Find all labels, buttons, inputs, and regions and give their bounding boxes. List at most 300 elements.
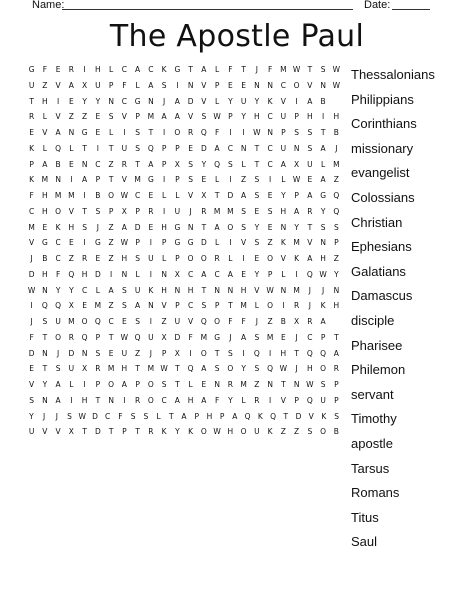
grid-letter[interactable]: P xyxy=(108,206,114,216)
grid-letter[interactable]: Y xyxy=(241,364,246,374)
grid-letter[interactable]: S xyxy=(254,238,260,248)
grid-letter[interactable]: S xyxy=(334,411,339,421)
grid-letter[interactable]: F xyxy=(29,191,34,200)
grid-letter[interactable]: C xyxy=(307,332,313,342)
grid-letter[interactable]: S xyxy=(320,222,326,232)
grid-letter[interactable]: N xyxy=(108,96,114,106)
grid-letter[interactable]: W xyxy=(27,285,36,295)
grid-letter[interactable]: I xyxy=(123,128,126,137)
grid-letter[interactable]: C xyxy=(148,65,154,74)
grid-letter[interactable]: G xyxy=(28,65,35,74)
grid-letter[interactable]: M xyxy=(134,175,141,185)
grid-letter[interactable]: L xyxy=(215,96,220,106)
grid-letter[interactable]: Y xyxy=(228,96,233,106)
grid-letter[interactable]: Q xyxy=(253,348,260,358)
grid-letter[interactable]: G xyxy=(81,128,88,137)
grid-letter[interactable]: E xyxy=(241,80,246,90)
grid-letter[interactable]: I xyxy=(242,348,245,358)
grid-letter[interactable]: Y xyxy=(201,159,207,169)
grid-letter[interactable]: K xyxy=(320,301,326,311)
grid-letter[interactable]: I xyxy=(83,191,86,200)
grid-letter[interactable]: O xyxy=(147,395,154,405)
grid-letter[interactable]: H xyxy=(307,112,313,122)
grid-letter[interactable]: L xyxy=(162,254,167,263)
grid-letter[interactable]: Y xyxy=(95,96,101,106)
grid-letter[interactable]: S xyxy=(121,301,127,311)
grid-letter[interactable]: S xyxy=(307,128,313,137)
grid-letter[interactable]: T xyxy=(254,143,260,153)
grid-letter[interactable]: S xyxy=(188,175,193,185)
grid-letter[interactable]: C xyxy=(108,317,114,326)
grid-letter[interactable]: T xyxy=(214,348,220,358)
grid-letter[interactable]: S xyxy=(294,128,299,137)
grid-letter[interactable]: T xyxy=(320,128,326,137)
grid-letter[interactable]: Y xyxy=(69,285,74,295)
grid-letter[interactable]: C xyxy=(29,206,35,216)
grid-letter[interactable]: Y xyxy=(55,285,61,295)
grid-letter[interactable]: U xyxy=(28,80,35,90)
grid-letter[interactable]: J xyxy=(229,332,232,342)
grid-letter[interactable]: A xyxy=(201,269,207,279)
grid-letter[interactable]: N xyxy=(240,143,247,153)
grid-letter[interactable]: R xyxy=(294,301,300,311)
grid-letter[interactable]: P xyxy=(161,238,167,248)
grid-letter[interactable]: P xyxy=(95,380,101,389)
grid-letter[interactable]: W xyxy=(319,269,327,279)
grid-letter[interactable]: Q xyxy=(94,317,101,326)
grid-letter[interactable]: A xyxy=(227,269,233,279)
grid-letter[interactable]: N xyxy=(42,348,48,358)
grid-letter[interactable]: P xyxy=(122,427,127,437)
grid-letter[interactable]: I xyxy=(322,112,325,122)
grid-letter[interactable]: A xyxy=(121,380,127,389)
grid-letter[interactable]: E xyxy=(95,254,101,263)
grid-letter[interactable]: U xyxy=(68,364,75,374)
grid-letter[interactable]: U xyxy=(174,317,181,326)
grid-letter[interactable]: T xyxy=(82,206,87,216)
name-field-line[interactable] xyxy=(62,9,353,10)
grid-letter[interactable]: L xyxy=(241,395,246,405)
grid-letter[interactable]: G xyxy=(94,238,101,248)
grid-letter[interactable]: Z xyxy=(108,159,114,169)
grid-letter[interactable]: L xyxy=(69,380,74,389)
grid-letter[interactable]: K xyxy=(161,427,167,437)
grid-letter[interactable]: N xyxy=(267,128,273,137)
grid-letter[interactable]: I xyxy=(229,128,232,137)
grid-letter[interactable]: J xyxy=(308,285,311,295)
grid-letter[interactable]: Z xyxy=(333,175,339,185)
grid-letter[interactable]: Q xyxy=(333,191,340,200)
grid-letter[interactable]: Q xyxy=(306,348,313,358)
grid-letter[interactable]: W xyxy=(292,65,301,74)
grid-letter[interactable]: K xyxy=(267,96,273,106)
grid-letter[interactable]: E xyxy=(29,128,34,137)
grid-letter[interactable]: H xyxy=(320,254,326,263)
grid-letter[interactable]: M xyxy=(266,332,274,342)
grid-letter[interactable]: J xyxy=(30,254,33,263)
grid-letter[interactable]: F xyxy=(214,128,220,137)
grid-letter[interactable]: U xyxy=(28,427,35,437)
grid-letter[interactable]: V xyxy=(188,191,194,200)
grid-letter[interactable]: P xyxy=(161,143,167,153)
date-field-line[interactable] xyxy=(392,9,430,10)
grid-letter[interactable]: C xyxy=(135,191,141,200)
grid-letter[interactable]: C xyxy=(227,143,233,153)
grid-letter[interactable]: S xyxy=(188,159,193,169)
grid-letter[interactable]: R xyxy=(148,427,154,437)
grid-letter[interactable]: T xyxy=(254,159,260,169)
grid-letter[interactable]: A xyxy=(108,285,114,295)
grid-letter[interactable]: T xyxy=(188,65,193,74)
grid-letter[interactable]: S xyxy=(55,364,61,374)
grid-letter[interactable]: J xyxy=(30,317,33,326)
grid-letter[interactable]: Y xyxy=(175,427,180,437)
grid-letter[interactable]: W xyxy=(120,238,129,248)
grid-letter[interactable]: V xyxy=(307,238,313,248)
grid-letter[interactable]: Q xyxy=(41,301,48,311)
grid-letter[interactable]: P xyxy=(95,175,101,185)
grid-letter[interactable]: P xyxy=(294,112,299,122)
grid-letter[interactable]: A xyxy=(161,112,167,122)
grid-letter[interactable]: A xyxy=(42,159,48,169)
grid-letter[interactable]: G xyxy=(134,96,141,106)
grid-letter[interactable]: O xyxy=(320,364,327,374)
grid-letter[interactable]: K xyxy=(321,411,327,421)
grid-letter[interactable]: W xyxy=(213,427,221,437)
grid-letter[interactable]: P xyxy=(135,112,140,122)
grid-letter[interactable]: U xyxy=(307,159,313,169)
grid-letter[interactable]: T xyxy=(281,380,286,389)
grid-letter[interactable]: S xyxy=(143,411,149,421)
grid-letter[interactable]: C xyxy=(280,80,286,90)
grid-letter[interactable]: D xyxy=(227,191,234,200)
grid-letter[interactable]: F xyxy=(29,332,34,342)
grid-letter[interactable]: U xyxy=(121,348,128,358)
grid-letter[interactable]: W xyxy=(332,65,341,74)
grid-letter[interactable]: L xyxy=(135,80,140,90)
grid-letter[interactable]: M xyxy=(280,65,287,74)
grid-letter[interactable]: I xyxy=(149,269,152,279)
grid-letter[interactable]: P xyxy=(29,159,34,169)
grid-letter[interactable]: J xyxy=(55,411,58,421)
grid-letter[interactable]: S xyxy=(121,285,127,295)
grid-letter[interactable]: P xyxy=(214,301,220,311)
grid-letter[interactable]: I xyxy=(70,395,73,405)
grid-letter[interactable]: L xyxy=(135,269,140,279)
grid-letter[interactable]: D xyxy=(187,96,194,106)
grid-letter[interactable]: O xyxy=(227,364,234,374)
grid-letter[interactable]: H xyxy=(227,427,234,437)
grid-letter[interactable]: S xyxy=(95,206,101,216)
grid-letter[interactable]: P xyxy=(175,254,180,263)
grid-letter[interactable]: C xyxy=(161,395,167,405)
grid-letter[interactable]: S xyxy=(227,348,233,358)
grid-letter[interactable]: L xyxy=(215,238,220,248)
grid-letter[interactable]: G xyxy=(174,222,181,232)
grid-letter[interactable]: H xyxy=(161,285,167,295)
grid-letter[interactable]: Z xyxy=(135,348,141,358)
grid-letter[interactable]: U xyxy=(55,317,61,326)
grid-letter[interactable]: H xyxy=(42,191,48,200)
grid-letter[interactable]: C xyxy=(188,269,194,279)
grid-letter[interactable]: A xyxy=(201,395,207,405)
grid-letter[interactable]: V xyxy=(42,128,48,137)
grid-letter[interactable]: O xyxy=(147,380,154,389)
grid-letter[interactable]: T xyxy=(175,380,180,389)
grid-letter[interactable]: T xyxy=(148,128,154,137)
grid-letter[interactable]: H xyxy=(307,364,313,374)
grid-letter[interactable]: H xyxy=(81,269,88,279)
grid-letter[interactable]: T xyxy=(108,143,114,153)
grid-letter[interactable]: Z xyxy=(161,317,167,326)
grid-letter[interactable]: E xyxy=(95,128,101,137)
grid-letter[interactable]: Q xyxy=(68,269,75,279)
grid-letter[interactable]: Q xyxy=(270,411,276,421)
grid-letter[interactable]: R xyxy=(68,332,74,342)
grid-letter[interactable]: R xyxy=(254,395,260,405)
grid-letter[interactable]: I xyxy=(242,254,245,263)
grid-letter[interactable]: U xyxy=(280,143,287,153)
grid-letter[interactable]: V xyxy=(29,238,35,248)
grid-letter[interactable]: G xyxy=(147,175,154,185)
grid-letter[interactable]: X xyxy=(161,332,167,342)
grid-letter[interactable]: K xyxy=(29,175,35,185)
grid-letter[interactable]: K xyxy=(267,427,273,437)
grid-letter[interactable]: Q xyxy=(134,332,141,342)
grid-letter[interactable]: A xyxy=(333,348,339,358)
grid-letter[interactable]: K xyxy=(280,238,286,248)
grid-letter[interactable]: A xyxy=(181,411,187,421)
grid-letter[interactable]: N xyxy=(320,80,326,90)
grid-letter[interactable]: N xyxy=(280,285,287,295)
grid-letter[interactable]: W xyxy=(120,191,129,200)
grid-letter[interactable]: L xyxy=(215,175,220,185)
grid-letter[interactable]: C xyxy=(105,411,111,421)
grid-letter[interactable]: T xyxy=(241,65,246,74)
grid-letter[interactable]: Y xyxy=(294,222,299,232)
grid-letter[interactable]: R xyxy=(307,317,313,326)
grid-letter[interactable]: V xyxy=(307,80,313,90)
grid-letter[interactable]: J xyxy=(149,348,152,358)
grid-letter[interactable]: K xyxy=(29,143,35,153)
grid-letter[interactable]: M xyxy=(147,364,155,374)
grid-letter[interactable]: I xyxy=(176,80,179,90)
grid-letter[interactable]: V xyxy=(55,112,61,122)
grid-letter[interactable]: E xyxy=(228,80,233,90)
grid-letter[interactable]: B xyxy=(333,128,339,137)
grid-letter[interactable]: D xyxy=(68,348,75,358)
grid-letter[interactable]: A xyxy=(55,380,61,389)
grid-letter[interactable]: Q xyxy=(147,143,154,153)
grid-letter[interactable]: R xyxy=(68,65,74,74)
grid-letter[interactable]: S xyxy=(214,364,220,374)
grid-letter[interactable]: Q xyxy=(306,269,313,279)
grid-letter[interactable]: D xyxy=(28,348,35,358)
grid-letter[interactable]: Q xyxy=(81,332,88,342)
grid-letter[interactable]: A xyxy=(55,128,61,137)
grid-letter[interactable]: A xyxy=(320,175,326,185)
grid-letter[interactable]: C xyxy=(214,269,220,279)
grid-letter[interactable]: H xyxy=(42,206,48,216)
grid-letter[interactable]: T xyxy=(82,143,87,153)
grid-letter[interactable]: X xyxy=(82,364,88,374)
grid-letter[interactable]: I xyxy=(83,238,86,248)
grid-letter[interactable]: N xyxy=(174,285,181,295)
grid-letter[interactable]: L xyxy=(281,269,286,279)
grid-letter[interactable]: W xyxy=(266,285,274,295)
grid-letter[interactable]: A xyxy=(294,206,300,216)
grid-letter[interactable]: K xyxy=(55,222,61,232)
grid-letter[interactable]: N xyxy=(254,80,260,90)
grid-letter[interactable]: A xyxy=(174,112,180,122)
grid-letter[interactable]: Q xyxy=(55,301,62,311)
grid-letter[interactable]: P xyxy=(135,206,140,216)
grid-letter[interactable]: L xyxy=(69,143,74,153)
grid-letter[interactable]: W xyxy=(332,80,341,90)
grid-letter[interactable]: Q xyxy=(306,395,313,405)
grid-letter[interactable]: R xyxy=(135,395,141,405)
grid-letter[interactable]: H xyxy=(161,222,167,232)
grid-letter[interactable]: I xyxy=(229,175,232,185)
grid-letter[interactable]: H xyxy=(254,112,260,122)
grid-letter[interactable]: S xyxy=(333,222,339,232)
grid-letter[interactable]: E xyxy=(69,159,74,169)
grid-letter[interactable]: N xyxy=(214,285,220,295)
grid-letter[interactable]: Y xyxy=(320,206,326,216)
grid-letter[interactable]: G xyxy=(41,238,48,248)
grid-letter[interactable]: Q xyxy=(55,143,62,153)
grid-letter[interactable]: R xyxy=(188,128,194,137)
grid-letter[interactable]: Y xyxy=(334,269,339,279)
grid-letter[interactable]: N xyxy=(187,222,194,232)
grid-letter[interactable]: U xyxy=(148,254,154,263)
grid-letter[interactable]: O xyxy=(227,222,234,232)
grid-letter[interactable]: L xyxy=(42,112,47,122)
grid-letter[interactable]: R xyxy=(333,364,339,374)
grid-letter[interactable]: Z xyxy=(108,254,114,263)
grid-letter[interactable]: I xyxy=(269,395,272,405)
grid-letter[interactable]: C xyxy=(82,285,88,295)
grid-letter[interactable]: Y xyxy=(254,269,260,279)
grid-letter[interactable]: I xyxy=(295,269,298,279)
grid-letter[interactable]: U xyxy=(121,143,128,153)
grid-letter[interactable]: A xyxy=(214,222,220,232)
grid-letter[interactable]: X xyxy=(68,427,74,437)
grid-letter[interactable]: H xyxy=(42,269,48,279)
grid-letter[interactable]: N xyxy=(81,348,88,358)
grid-letter[interactable]: I xyxy=(123,395,126,405)
grid-letter[interactable]: C xyxy=(188,301,194,311)
grid-letter[interactable]: T xyxy=(283,411,289,421)
grid-letter[interactable]: K xyxy=(294,254,300,263)
grid-letter[interactable]: P xyxy=(334,380,339,389)
grid-letter[interactable]: J xyxy=(255,317,258,326)
grid-letter[interactable]: X xyxy=(121,206,127,216)
grid-letter[interactable]: Q xyxy=(214,159,221,169)
grid-letter[interactable]: T xyxy=(214,191,220,200)
grid-letter[interactable]: I xyxy=(30,301,33,311)
grid-letter[interactable]: A xyxy=(201,364,207,374)
grid-letter[interactable]: Q xyxy=(187,364,194,374)
grid-letter[interactable]: S xyxy=(320,65,326,74)
grid-letter[interactable]: V xyxy=(280,254,286,263)
grid-letter[interactable]: N xyxy=(227,285,234,295)
grid-letter[interactable]: U xyxy=(134,285,141,295)
grid-letter[interactable]: I xyxy=(295,96,298,106)
grid-letter[interactable]: K xyxy=(257,411,263,421)
grid-letter[interactable]: T xyxy=(307,65,313,74)
grid-letter[interactable]: R xyxy=(82,254,88,263)
grid-letter[interactable]: S xyxy=(254,332,260,342)
grid-letter[interactable]: H xyxy=(333,301,340,311)
grid-letter[interactable]: N xyxy=(81,159,88,169)
grid-letter[interactable]: L xyxy=(95,285,100,295)
grid-letter[interactable]: N xyxy=(161,269,167,279)
grid-letter[interactable]: M xyxy=(94,301,102,311)
grid-letter[interactable]: N xyxy=(280,222,287,232)
grid-letter[interactable]: L xyxy=(321,159,326,169)
grid-letter[interactable]: Q xyxy=(333,206,340,216)
grid-letter[interactable]: A xyxy=(148,80,154,90)
grid-letter[interactable]: I xyxy=(70,175,73,185)
grid-letter[interactable]: S xyxy=(241,206,246,216)
grid-letter[interactable]: T xyxy=(95,395,101,405)
grid-letter[interactable]: E xyxy=(188,143,193,153)
grid-letter[interactable]: R xyxy=(95,364,101,374)
grid-letter[interactable]: V xyxy=(280,96,286,106)
grid-letter[interactable]: C xyxy=(95,159,101,169)
grid-letter[interactable]: Y xyxy=(281,191,286,200)
grid-letter[interactable]: V xyxy=(201,96,207,106)
grid-letter[interactable]: J xyxy=(322,285,325,295)
grid-letter[interactable]: T xyxy=(29,96,34,106)
grid-letter[interactable]: S xyxy=(130,411,136,421)
grid-letter[interactable]: P xyxy=(219,411,225,421)
grid-letter[interactable]: N xyxy=(267,380,273,389)
grid-letter[interactable]: U xyxy=(320,395,326,405)
grid-letter[interactable]: D xyxy=(174,332,181,342)
grid-letter[interactable]: N xyxy=(267,80,273,90)
grid-letter[interactable]: S xyxy=(135,254,140,263)
grid-letter[interactable]: P xyxy=(228,112,233,122)
grid-letter[interactable]: B xyxy=(55,159,61,169)
grid-letter[interactable]: A xyxy=(201,65,207,74)
grid-letter[interactable]: A xyxy=(280,159,286,169)
grid-letter[interactable]: O xyxy=(187,254,194,263)
grid-letter[interactable]: S xyxy=(161,80,167,90)
grid-letter[interactable]: F xyxy=(122,80,127,90)
grid-letter[interactable]: P xyxy=(161,159,167,169)
grid-letter[interactable]: J xyxy=(295,364,298,374)
grid-letter[interactable]: I xyxy=(229,238,232,248)
grid-letter[interactable]: A xyxy=(307,96,313,106)
grid-letter[interactable]: D xyxy=(94,427,101,437)
grid-letter[interactable]: T xyxy=(108,427,114,437)
grid-letter[interactable]: H xyxy=(333,112,340,122)
grid-letter[interactable]: S xyxy=(320,380,326,389)
grid-letter[interactable]: R xyxy=(227,380,233,389)
grid-letter[interactable]: M xyxy=(293,285,300,295)
grid-letter[interactable]: I xyxy=(96,143,99,153)
grid-letter[interactable]: M xyxy=(213,206,221,216)
grid-letter[interactable]: T xyxy=(42,332,48,342)
grid-letter[interactable]: P xyxy=(108,80,114,90)
grid-letter[interactable]: F xyxy=(228,317,233,326)
grid-letter[interactable]: J xyxy=(255,65,258,74)
grid-letter[interactable]: O xyxy=(320,427,327,437)
grid-letter[interactable]: O xyxy=(200,254,207,263)
grid-letter[interactable]: L xyxy=(109,65,114,74)
